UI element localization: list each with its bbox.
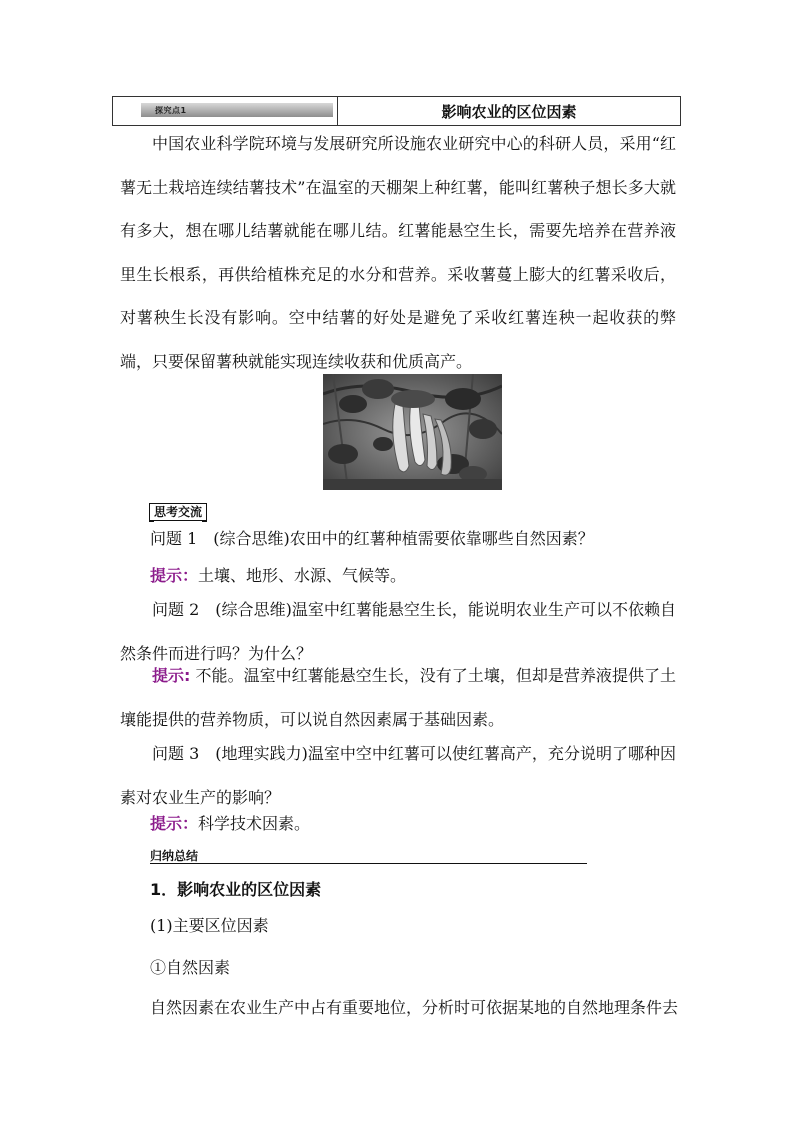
intro-paragraph: 中国农业科学院环境与发展研究所设施农业研究中心的科研人员，采用“红薯无土栽培连续结薯技术”在温室的天棚架上种红薯，能叫红薯秧子想长多大就有多大，想在哪儿结薯就能在哪儿结。红薯能悬空生长，需要先培养在营养液里生长根系，再供给植株充足的水分和营养。采收薯蔓上膨大的红薯采收后，对薯秧生长没有影响。空中结薯的好处是避免了采收红薯连秧一起收获的弊端，只要保留薯秧就能实现连续收获和优质高产。: [120, 134, 676, 371]
summary-paragraph: 自然因素在农业生产中占有重要地位，分析时可依据某地的自然地理条件去: [150, 998, 679, 1017]
section-tag-label: 探究点1: [155, 105, 187, 115]
summary-heading-2: (1)主要区位因素: [150, 916, 269, 935]
hint-1: [150, 565, 406, 587]
section-tag: [141, 103, 333, 117]
hint-3-label: 提示：: [150, 814, 199, 833]
summary-heading-3: ①自然因素: [150, 958, 231, 977]
section-title: 影响农业的区位因素: [441, 102, 577, 121]
question-1: 问题 1 (综合思维)农田中的红薯种植需要依靠哪些自然因素？: [150, 529, 594, 548]
question-3: 问题 3 (地理实践力)温室中空中红薯可以使红薯高产，充分说明了哪种因素对农业生产的影响？: [120, 744, 676, 807]
hint-2-label: 提示:: [152, 666, 191, 685]
summary-heading-1: 1．影响农业的区位因素: [150, 880, 322, 899]
hint-3-text: 科学技术因素。: [198, 814, 311, 833]
hint-2-text: 不能。温室中红薯能悬空生长，没有了土壤，但却是营养液提供了土壤能提供的营养物质，可以说自然因素属于基础因素。: [120, 666, 676, 729]
hint-1-label: 提示：: [150, 566, 199, 585]
hint-2: [120, 654, 676, 741]
question-2: 问题 2 (综合思维)温室中红薯能悬空生长，能说明农业生产可以不依赖自然条件而进行吗？为什么？: [120, 600, 676, 663]
think-exchange-label: 思考交流: [150, 503, 206, 521]
summary-label: 归纳总结: [150, 849, 199, 863]
photo-illustration: [323, 374, 502, 490]
sweet-potato-photo: [323, 374, 502, 490]
hint-3: [150, 813, 310, 835]
hint-1-text: 土壤、地形、水源、气候等。: [198, 566, 407, 585]
section-tag-cell: [113, 97, 338, 125]
summary-divider: [150, 863, 587, 864]
